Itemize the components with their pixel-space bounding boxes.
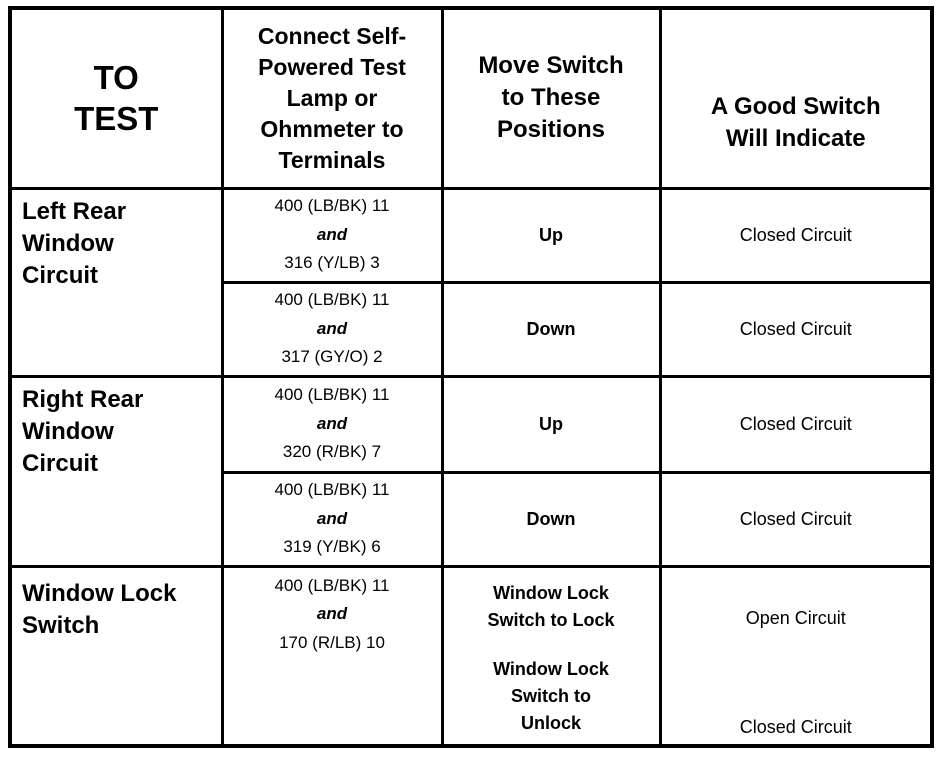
indicate-unlock: Closed Circuit [739, 717, 852, 737]
header-line: Ohmmeter to [260, 115, 404, 142]
header-line: TEST [74, 100, 159, 138]
position-line: Window Lock [493, 582, 609, 603]
indicate-cell: Closed Circuit [660, 282, 932, 376]
terminal-a: 400 (LB/BK) 11 [274, 384, 390, 404]
header-line: Lamp or [286, 84, 378, 111]
indicate-cell: Closed Circuit [660, 376, 932, 472]
header-line: Terminals [278, 146, 386, 173]
position-cell [442, 566, 660, 746]
test-line: Left Rear [22, 197, 127, 225]
terminals-cell [222, 282, 442, 376]
and-label: and [316, 508, 348, 528]
header-line: Will Indicate [725, 125, 866, 153]
table-row [10, 376, 932, 472]
terminals-cell [222, 472, 442, 566]
terminal-b: 319 (Y/BK) 6 [283, 537, 381, 557]
header-line: TO [93, 59, 139, 96]
header-to-test [10, 8, 222, 188]
and-label: and [316, 318, 348, 338]
and-label: and [316, 604, 348, 624]
switch-test-sheet [8, 6, 930, 746]
test-window-lock [10, 566, 222, 746]
position-cell: Down [442, 472, 660, 566]
position-cell: Up [442, 376, 660, 472]
header-line: to These [501, 84, 601, 112]
test-line: Window Lock [22, 579, 177, 607]
terminals-cell [222, 188, 442, 282]
terminals-cell [222, 376, 442, 472]
indicate-lock: Open Circuit [745, 607, 846, 628]
header-line: Connect Self- [257, 22, 407, 49]
position-cell: Up [442, 188, 660, 282]
header-line: Positions [496, 116, 605, 144]
terminal-b: 316 (Y/LB) 3 [284, 253, 380, 273]
header-line: Powered Test [258, 53, 406, 80]
position-line: Switch to Lock [487, 609, 615, 630]
terminals-cell [222, 566, 442, 746]
and-label: and [316, 413, 348, 433]
test-line: Switch [22, 611, 100, 639]
header-line: A Good Switch [710, 92, 881, 120]
terminal-a: 400 (LB/BK) 11 [274, 479, 390, 499]
and-label: and [316, 224, 348, 244]
test-line: Right Rear [22, 385, 144, 413]
terminal-b: 320 (R/BK) 7 [282, 442, 382, 462]
position-line: Unlock [520, 712, 581, 733]
test-line: Window [22, 417, 114, 445]
switch-test-table [8, 6, 934, 748]
test-left-rear [10, 188, 222, 376]
terminal-b: 317 (GY/O) 2 [281, 347, 383, 367]
table-row [10, 566, 932, 746]
terminal-a: 400 (LB/BK) 11 [274, 195, 390, 215]
header-move [442, 8, 660, 188]
header-indicate [660, 8, 932, 188]
terminal-a: 400 (LB/BK) 11 [274, 289, 390, 309]
table-row [10, 188, 932, 282]
test-line: Circuit [22, 450, 99, 478]
indicate-cell [660, 566, 932, 746]
test-right-rear [10, 376, 222, 566]
terminal-a: 400 (LB/BK) 11 [274, 575, 390, 595]
position-cell: Down [442, 282, 660, 376]
header-line: Move Switch [478, 51, 624, 79]
position-line: Switch to [511, 685, 591, 706]
indicate-cell: Closed Circuit [660, 188, 932, 282]
header-row [10, 8, 932, 188]
header-connect [222, 8, 442, 188]
test-line: Circuit [22, 262, 99, 290]
test-line: Window [22, 229, 114, 257]
indicate-cell: Closed Circuit [660, 472, 932, 566]
terminal-b: 170 (R/LB) 10 [279, 633, 385, 653]
position-line: Window Lock [493, 658, 609, 679]
